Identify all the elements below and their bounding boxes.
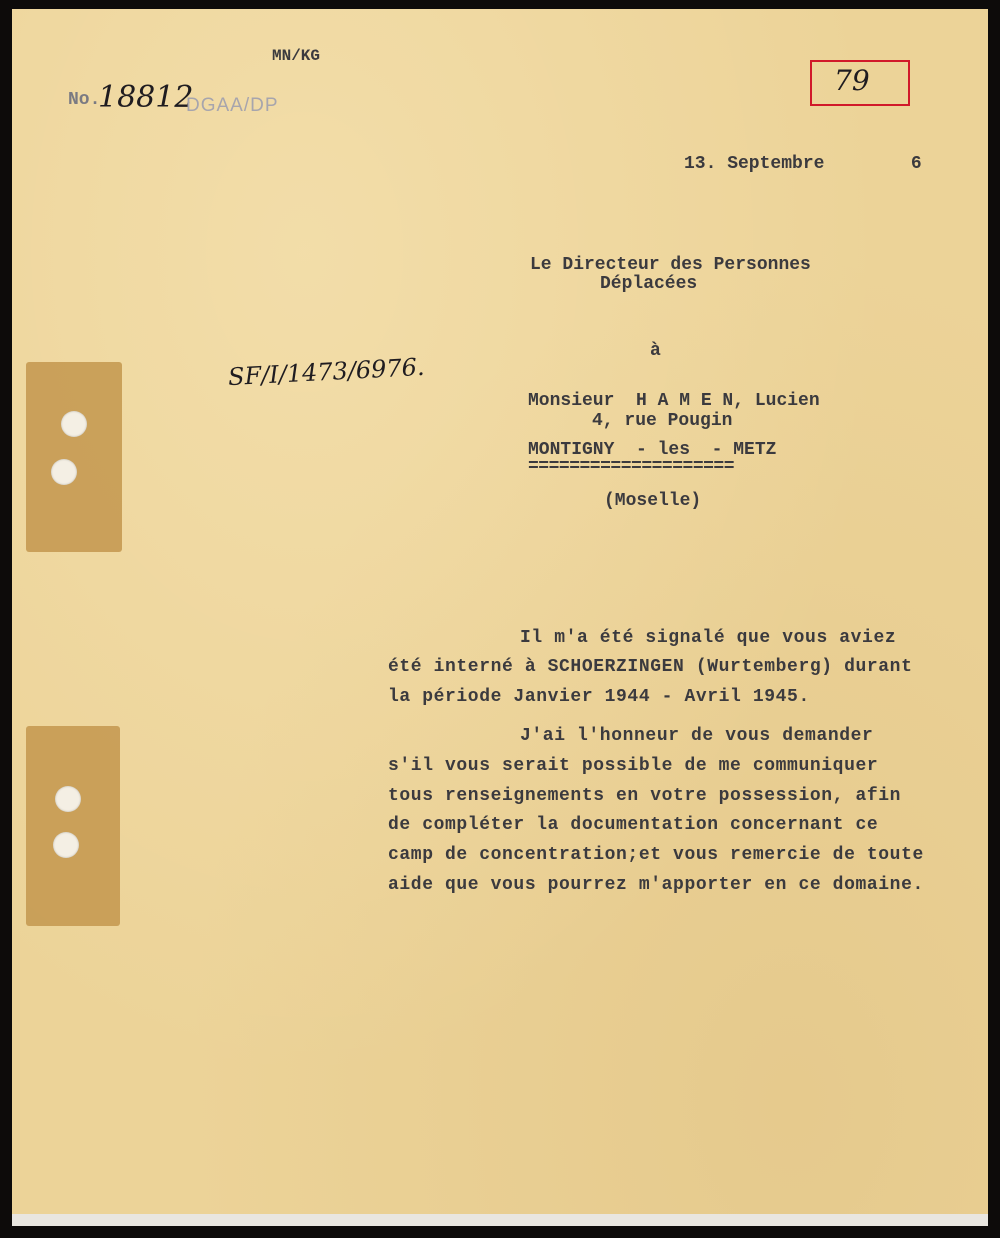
punch-hole (55, 786, 81, 812)
punch-hole (61, 411, 87, 437)
binder-reinforcement-bottom (26, 726, 120, 926)
reference-department: DGAA/DP (186, 95, 279, 116)
body-line: la période Janvier 1944 - Avril 1945. (388, 687, 810, 707)
recipient-name: Monsieur H A M E N, Lucien (528, 391, 820, 411)
page-number-stamp (810, 60, 910, 106)
body-line: s'il vous serait possible de me communiquer (388, 756, 879, 776)
recipient-city: MONTIGNY - les - METZ (528, 440, 777, 460)
page-edge (12, 1214, 988, 1226)
body-line: de compléter la documentation concernant ce (388, 815, 879, 835)
typist-initials: MN/KG (272, 47, 321, 65)
recipient-city-underline: ==================== (528, 457, 735, 477)
reference-prefix: No. (68, 90, 101, 110)
recipient-region: (Moselle) (604, 491, 702, 511)
body-line: camp de concentration;et vous remercie de toute (388, 845, 924, 865)
body-line: aide que vous pourrez m'apporter en ce domaine. (388, 875, 924, 895)
reference-number-handwritten: 18812 (98, 80, 194, 115)
page-number-handwritten: 79 (834, 64, 870, 97)
sender-title-line1: Le Directeur des Personnes (530, 255, 811, 275)
body-line: Il m'a été signalé que vous aviez (520, 628, 897, 648)
punch-hole (53, 832, 79, 858)
recipient-street: 4, rue Pougin (592, 411, 733, 431)
file-reference-handwritten: SF/I/1473/6976. (227, 352, 426, 392)
binder-reinforcement-top (26, 362, 122, 552)
body-line: tous renseignements en votre possession, afin (388, 786, 902, 806)
document-page (12, 9, 988, 1224)
body-line: été interné à SCHOERZINGEN (Wurtemberg) durant (388, 657, 913, 677)
letter-date: 13. Septembre 6 (684, 154, 922, 174)
punch-hole (51, 459, 77, 485)
body-line: J'ai l'honneur de vous demander (520, 726, 874, 746)
addressed-to: à (650, 341, 661, 361)
sender-title-line2: Déplacées (600, 274, 698, 294)
